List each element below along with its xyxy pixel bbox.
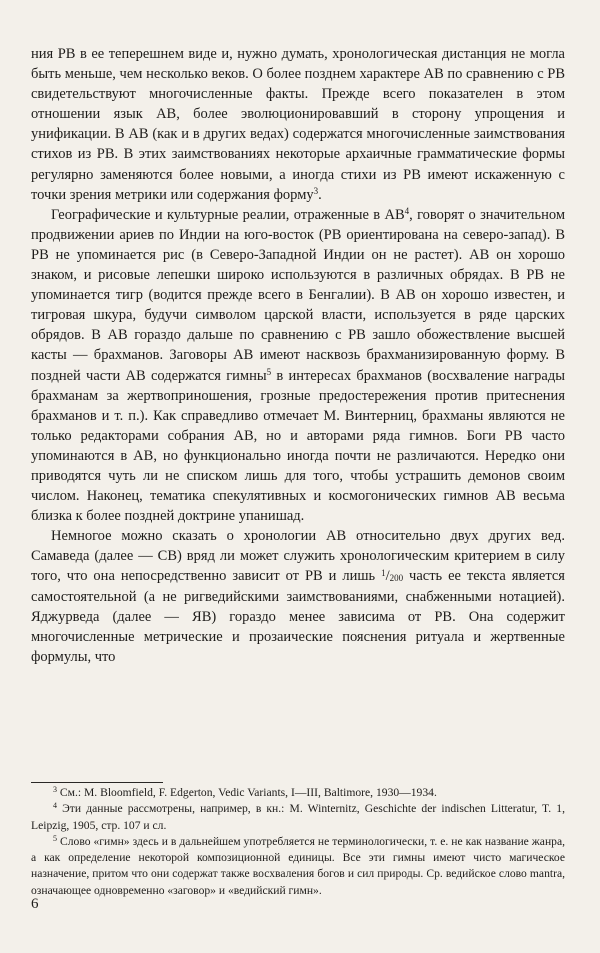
footnote-4: $^4$ Эти данные рассмотрены, например, в кн.: M. Winternitz, Geschichte der indischen Litteratur, T. 1, Leipzig, 1905, стр. 107 и сл. (31, 801, 565, 832)
footnote-ref-3[interactable]: 3 (313, 185, 319, 196)
fraction: $^1/_{200}$ (381, 568, 404, 585)
footnotes (31, 785, 565, 899)
footnote-divider (31, 782, 163, 783)
page-number: 6 (31, 896, 39, 912)
paragraph-3: Немногое можно сказать о хронологии АВ относительно двух других вед. Самаведа (далее — СВ) вряд ли может служить хронологическим критерием в силу того, что она непосредственно зависит от РВ и лишь $^1/_{200}$ часть ее текста является самостоятельной (а не ригведийскими заимствованиями, снабженными нотацией). Яджурведа (далее — ЯВ) гораздо менее зависима от РВ. Она содержит многочисленные метрические и прозаические пояснения ритуала и жертвенные формулы, что (31, 528, 565, 665)
footnote-3: $^3$ См.: M. Bloomfield, F. Edgerton, Vedic Variants, I—III, Baltimore, 1930—1934. (53, 785, 437, 799)
main-text (31, 44, 565, 667)
footnote-ref-5[interactable]: 5 (266, 366, 272, 377)
footnote-ref-4[interactable]: 4 (404, 205, 410, 216)
paragraph-1: ния РВ в ее теперешнем виде и, нужно думать, хронологическая дистанция не могла быть меньше, чем несколько веков. О более позднем характере АВ по сравнению с РВ свидетельствуют многочисленные факты. Прежде всего показателен в этом отношении язык АВ, более эволюционировавший в сторону упрощения и унификации. В АВ (как и в других ведах) содержатся многочисленные заимствования стихов из РВ. В этих заимствованиях некоторые архаичные грамматические формы регулярно заменяются более новыми, а иногда стихи из РВ имеют искаженную с точки зрения метрики или содержания форму$^3$. (31, 46, 565, 203)
footnote-5: $^5$ Слово «гимн» здесь и в дальнейшем употребляется не терминологически, т. е. не как название жанра, а как определение некоторой композиционной единицы. Все эти гимны имеют чисто магическое назначение, притом что они содержат также восхваления богов и сил природы. Ср. ведийское слово mantra, означающее одновременно «заговор» и «ведийский гимн». (31, 833, 565, 897)
paragraph-2: Географические и культурные реалии, отраженные в $АВ^4$, говорят о значительном продвижении ариев по Индии на юго-восток (РВ ориентирована на северо-запад). В РВ не упоминается рис (в Северо-Западной Индии он не растет). АВ он хорошо знаком, и рисовые лепешки широко используются в различных обрядах. В РВ не упоминается тигр (водится прежде всего в Бенгалии). В АВ он хорошо известен, и тигровая шкура, будучи символом царской власти, используется в ряде царских обрядов. В АВ гораздо дальше по сравнению с РВ зашло обожествление высшей касты — брахманов. Заговоры АВ имеют насквозь брахманизированную форму. В поздней части АВ содержатся гимны$^5$ в интересах брахманов (восхваление награды брахманам за жертвоприношения, грозные предостережения против притеснения брахманов и т. п.). Как справедливо отмечает М. Винтерниц, брахманы являются не только редакторами собрания АВ, но и авторами ряда гимнов. Боги РВ часто упоминаются в АВ, но функционально иногда почти не различаются. Нередко они приводятся чуть ли не списком лишь для того, чтобы устрашить демонов своим числом. Наконец, тематика спекулятивных и космогонических гимнов АВ весьма близка к более поздней доктрине упанишад. (31, 205, 566, 525)
